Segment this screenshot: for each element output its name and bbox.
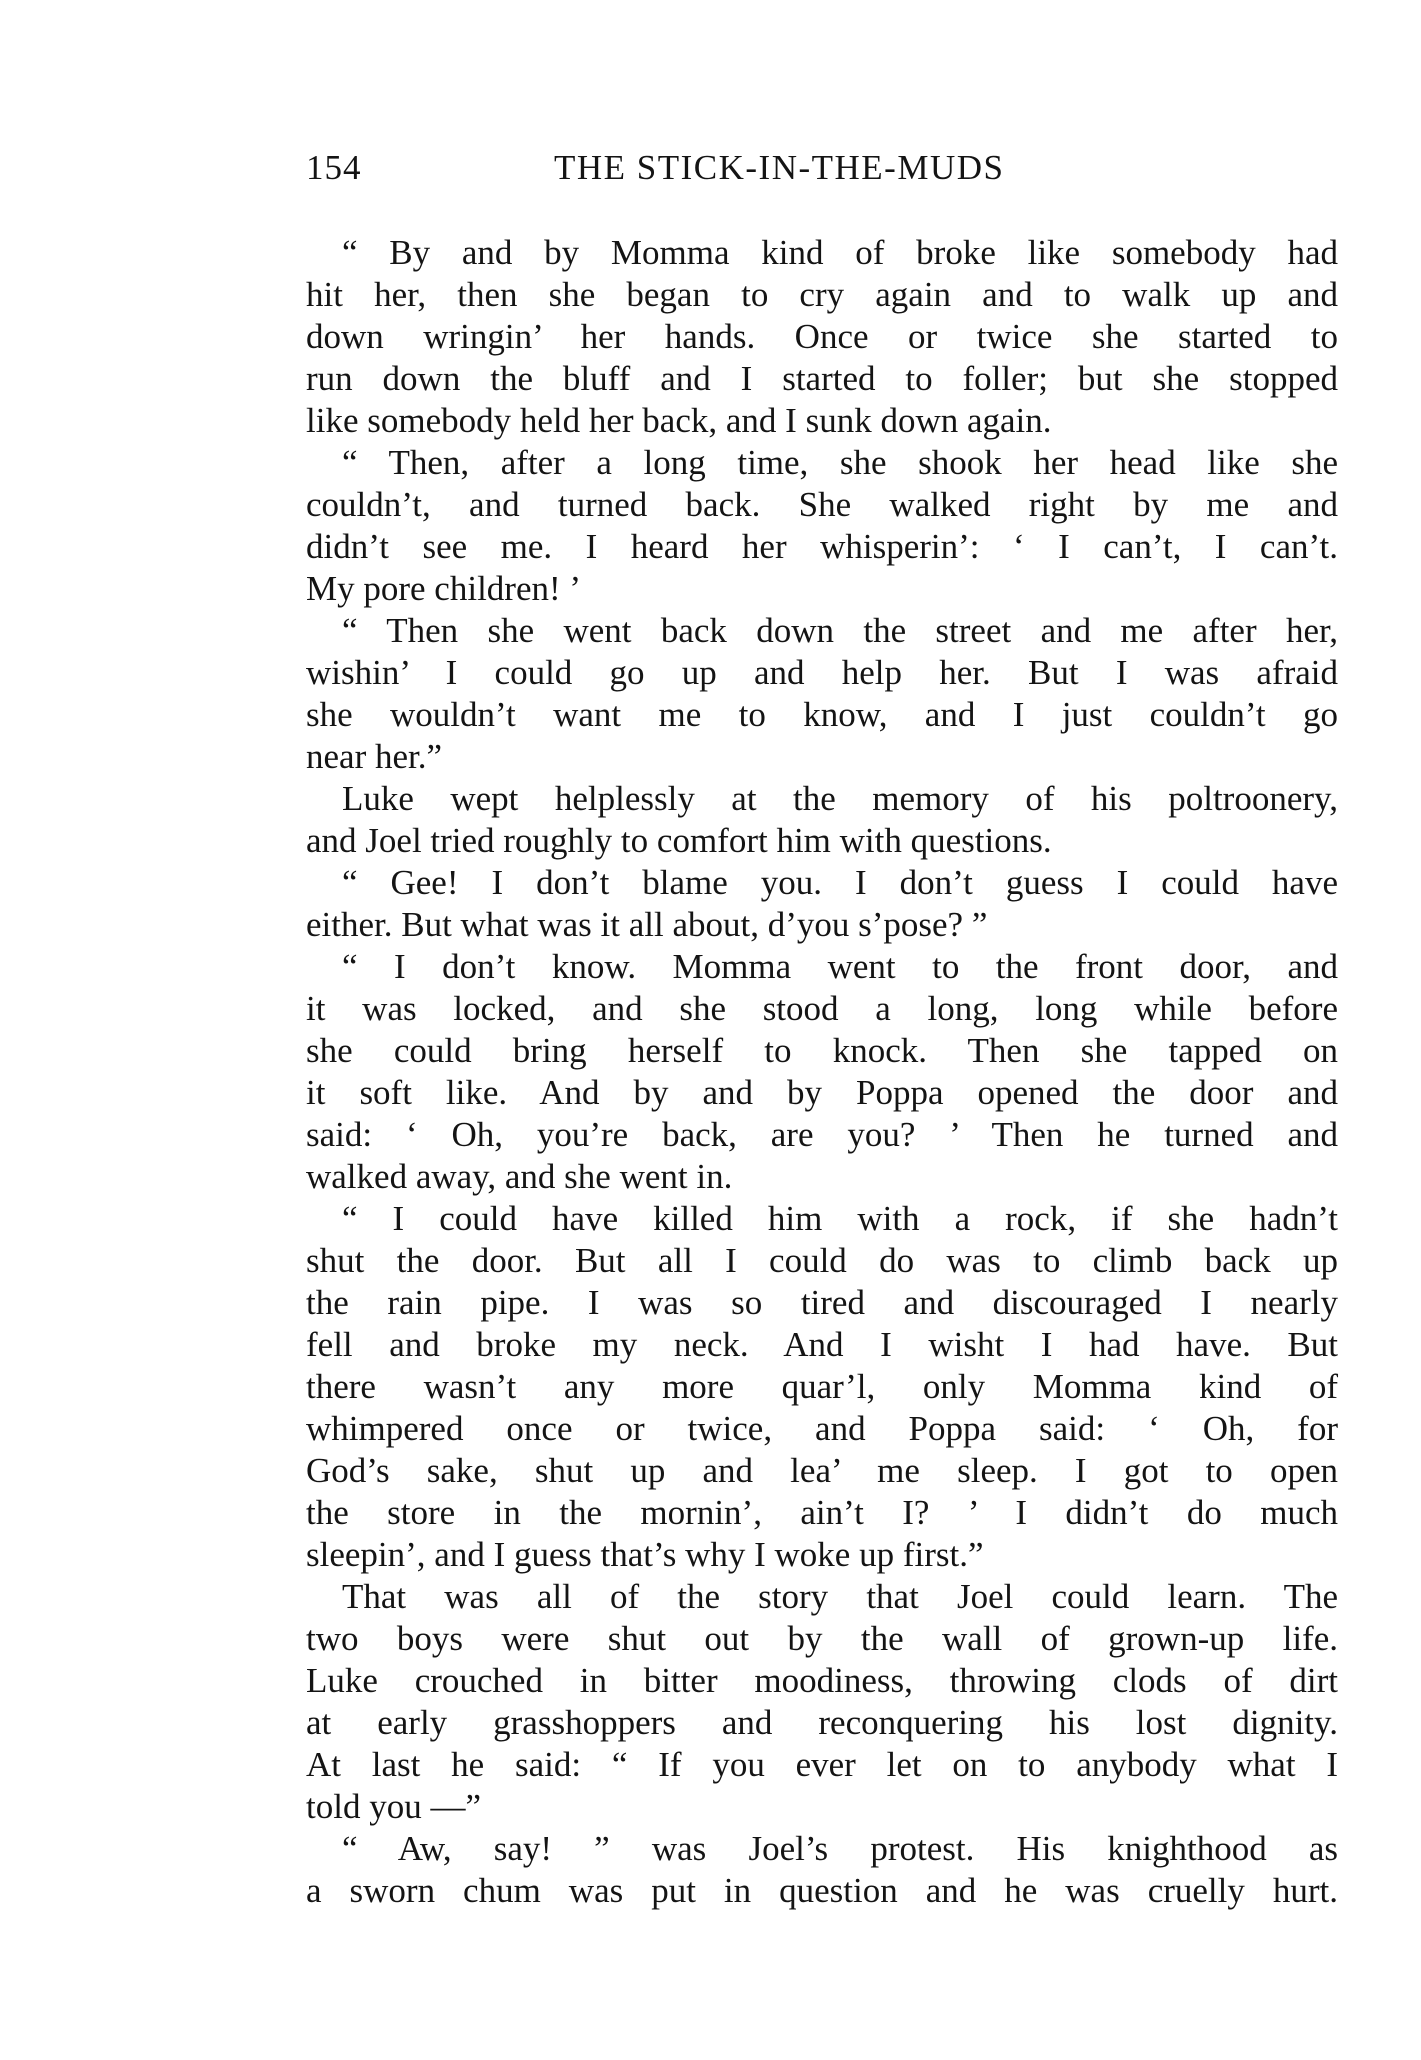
text-line: at early grasshoppers and reconquering his lost dignity. bbox=[306, 1703, 1338, 1742]
text-line: “ Gee! I don’t blame you. I don’t guess I could have bbox=[342, 863, 1338, 902]
text-line: “ I don’t know. Momma went to the front door, and bbox=[342, 947, 1338, 986]
text-line: “ Then she went back down the street and me after her, bbox=[342, 611, 1338, 650]
text-line: there wasn’t any more quar’l, only Momma kind of bbox=[306, 1367, 1338, 1406]
page-number: 154 bbox=[306, 148, 362, 187]
text-line: wishin’ I could go up and help her. But I was afraid bbox=[306, 653, 1338, 692]
text-line: My pore children! ’ bbox=[306, 569, 582, 608]
text-line: walked away, and she went in. bbox=[306, 1157, 733, 1196]
text-line: didn’t see me. I heard her whisperin’: ‘ I can’t, I can’t. bbox=[306, 527, 1338, 566]
text-line: a sworn chum was put in question and he was cruelly hurt. bbox=[306, 1871, 1338, 1910]
text-line: whimpered once or twice, and Poppa said: ‘ Oh, for bbox=[306, 1409, 1338, 1448]
text-line: Luke wept helplessly at the memory of his poltroonery, bbox=[342, 779, 1338, 818]
text-line: At last he said: “ If you ever let on to anybody what I bbox=[306, 1745, 1338, 1784]
text-line: run down the bluff and I started to foller; but she stopped bbox=[306, 359, 1338, 398]
text-line: sleepin’, and I guess that’s why I woke up first.” bbox=[306, 1535, 984, 1574]
text-line: down wringin’ her hands. Once or twice she started to bbox=[306, 317, 1338, 356]
text-line: the rain pipe. I was so tired and discouraged I nearly bbox=[306, 1283, 1338, 1322]
text-line: like somebody held her back, and I sunk down again. bbox=[306, 401, 1052, 440]
page-header bbox=[306, 148, 1336, 198]
text-line: it was locked, and she stood a long, long while before bbox=[306, 989, 1338, 1028]
text-line: “ Then, after a long time, she shook her head like she bbox=[342, 443, 1338, 482]
text-line: shut the door. But all I could do was to climb back up bbox=[306, 1241, 1338, 1280]
text-line: and Joel tried roughly to comfort him with questions. bbox=[306, 821, 1052, 860]
text-line: That was all of the story that Joel could learn. The bbox=[342, 1577, 1338, 1616]
text-line: “ Aw, say! ” was Joel’s protest. His knighthood as bbox=[342, 1829, 1338, 1868]
text-line: two boys were shut out by the wall of grown-up life. bbox=[306, 1619, 1338, 1658]
text-line: fell and broke my neck. And I wisht I had have. But bbox=[306, 1325, 1338, 1364]
text-line: couldn’t, and turned back. She walked right by me and bbox=[306, 485, 1338, 524]
text-line: God’s sake, shut up and lea’ me sleep. I got to open bbox=[306, 1451, 1338, 1490]
text-line: “ By and by Momma kind of broke like somebody had bbox=[342, 233, 1338, 272]
text-line: “ I could have killed him with a rock, if she hadn’t bbox=[342, 1199, 1338, 1238]
text-line: hit her, then she began to cry again and to walk up and bbox=[306, 275, 1338, 314]
text-line: she wouldn’t want me to know, and I just couldn’t go bbox=[306, 695, 1338, 734]
text-line: said: ‘ Oh, you’re back, are you? ’ Then he turned and bbox=[306, 1115, 1338, 1154]
text-line: near her.” bbox=[306, 737, 443, 776]
text-line: it soft like. And by and by Poppa opened the door and bbox=[306, 1073, 1338, 1112]
text-line: Luke crouched in bitter moodiness, throwing clods of dirt bbox=[306, 1661, 1338, 1700]
text-line: either. But what was it all about, d’you s’pose? ” bbox=[306, 905, 988, 944]
body-text bbox=[306, 232, 1338, 1912]
text-line: the store in the mornin’, ain’t I? ’ I didn’t do much bbox=[306, 1493, 1338, 1532]
running-head: THE STICK-IN-THE-MUDS bbox=[554, 148, 1005, 187]
text-line: she could bring herself to knock. Then she tapped on bbox=[306, 1031, 1338, 1070]
text-line: told you —” bbox=[306, 1787, 481, 1826]
